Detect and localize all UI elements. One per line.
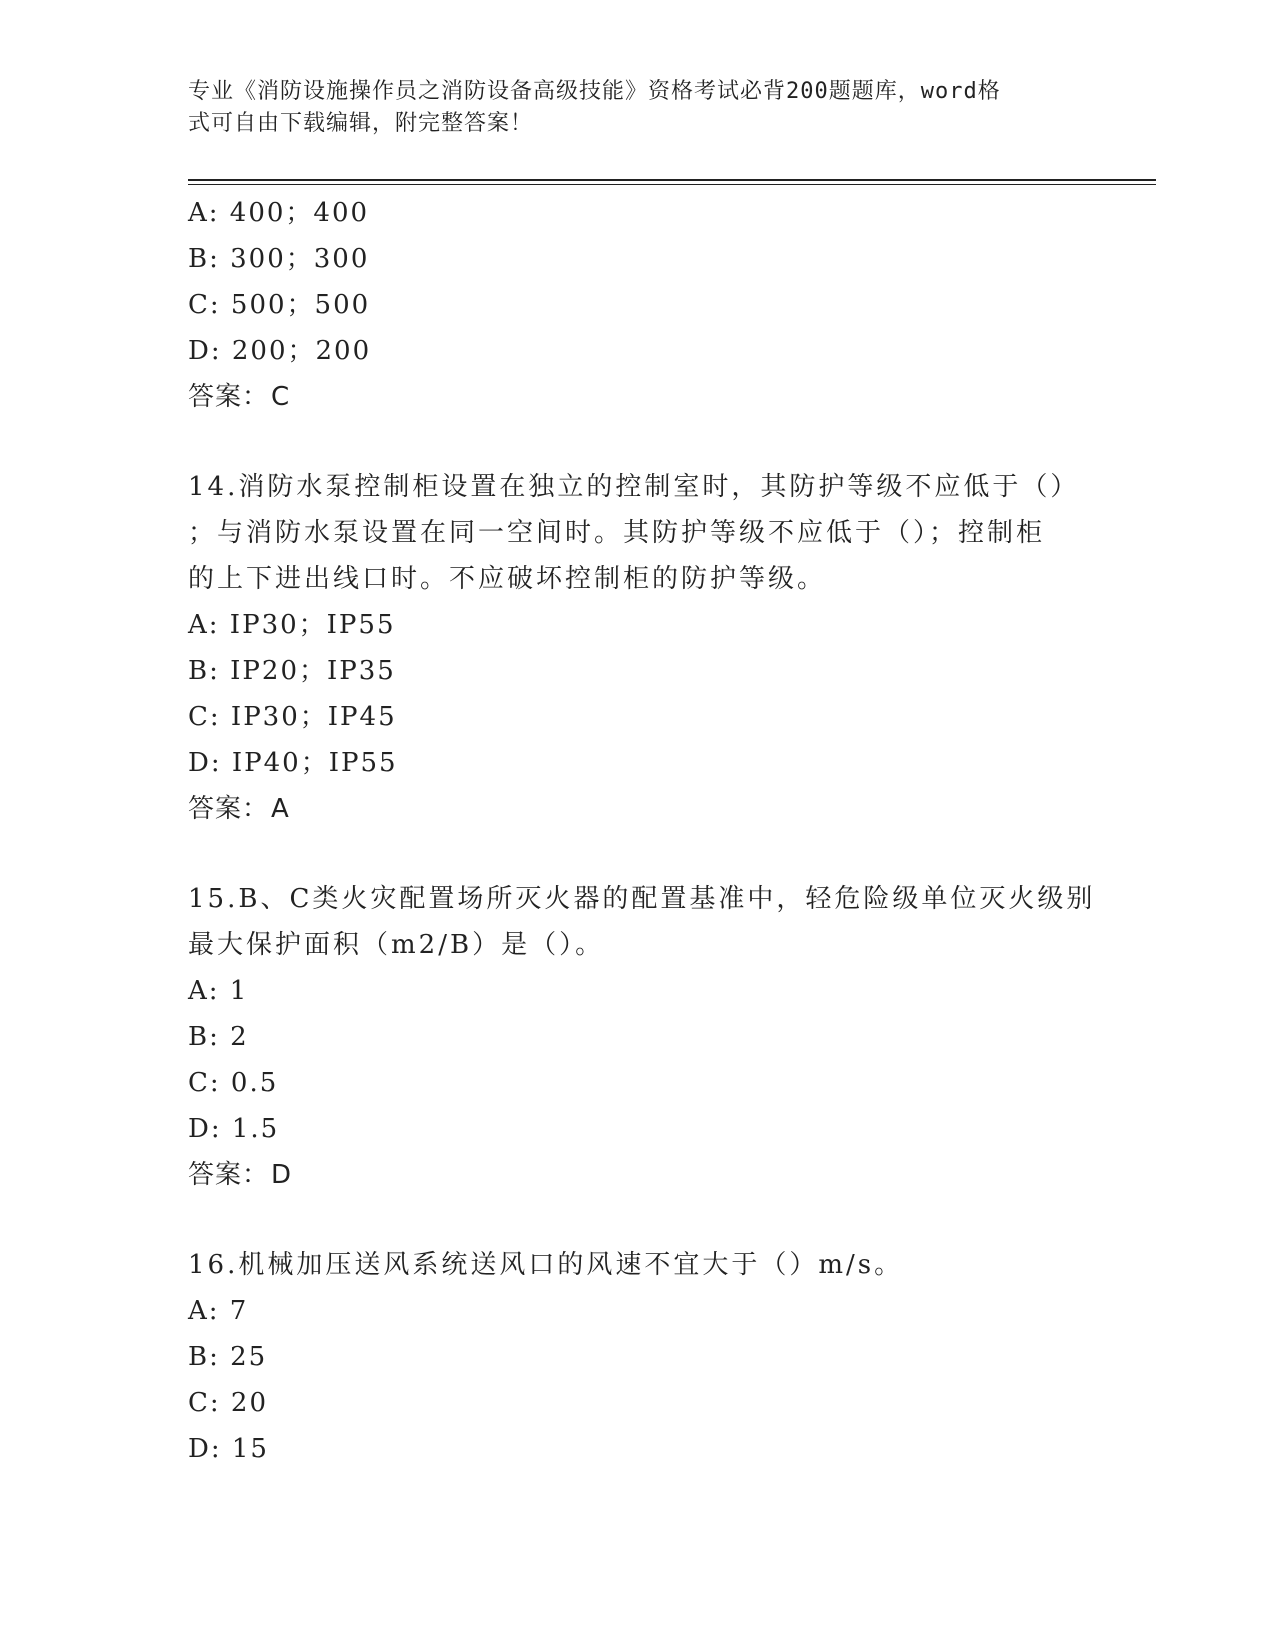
header-rule-thick	[188, 179, 1156, 181]
option-c: C: 500；500	[188, 290, 371, 320]
answer-value: A	[271, 794, 290, 824]
option-a: A: IP30；IP55	[188, 610, 396, 640]
answer-line	[188, 786, 1088, 832]
option-b: B: 2	[188, 1022, 249, 1052]
answer-label: 答案：	[188, 794, 270, 824]
header-rule-thin	[188, 184, 1156, 185]
question-14	[188, 464, 1088, 832]
option-b: B: IP20；IP35	[188, 656, 396, 686]
option-a: A: 1	[188, 976, 249, 1006]
option-d: D: IP40；IP55	[188, 748, 398, 778]
option-d: D: 15	[188, 1434, 269, 1464]
spacer	[188, 832, 1088, 876]
option-b: B: 300；300	[188, 244, 370, 274]
header-line-1: 专业《消防设施操作员之消防设备高级技能》资格考试必背200题题库，word格	[188, 79, 1001, 104]
option-d: D: 200；200	[188, 336, 372, 366]
answer-label: 答案：	[188, 382, 270, 412]
question-text-line: 16.机械加压送风系统送风口的风速不宜大于（）m/s。	[188, 1250, 904, 1280]
answer-line	[188, 1152, 1088, 1198]
option-b: B: 25	[188, 1342, 268, 1372]
spacer	[188, 420, 1088, 464]
answer-value: C	[271, 382, 291, 412]
option-a: A: 400；400	[188, 198, 370, 228]
option-c: C: IP30；IP45	[188, 702, 397, 732]
question-text-line: ；与消防水泵设置在同一空间时。其防护等级不应低于（）；控制柜	[188, 518, 1046, 548]
option-a: A: 7	[188, 1296, 249, 1326]
question-13	[188, 190, 1088, 420]
spacer	[188, 1198, 1088, 1242]
question-list	[188, 190, 1096, 1472]
question-text-line: 15.B、C类火灾配置场所灭火器的配置基准中，轻危险级单位灭火级别	[188, 884, 1096, 914]
option-d: D: 1.5	[188, 1114, 280, 1144]
option-c: C: 20	[188, 1388, 269, 1418]
option-c: C: 0.5	[188, 1068, 279, 1098]
answer-line	[188, 374, 1088, 420]
document-header	[188, 76, 1068, 140]
question-16	[188, 1242, 1088, 1472]
answer-label: 答案：	[188, 1160, 270, 1190]
answer-value: D	[271, 1160, 293, 1190]
header-line-2: 式可自由下载编辑，附完整答案！	[188, 111, 534, 136]
question-text-line: 最大保护面积（m2/B）是（）。	[188, 930, 605, 960]
question-text-line: 的上下进出线口时。不应破坏控制柜的防护等级。	[188, 564, 827, 594]
question-text-line: 14.消防水泵控制柜设置在独立的控制室时，其防护等级不应低于（）	[188, 472, 1080, 502]
question-15	[188, 876, 1096, 1198]
